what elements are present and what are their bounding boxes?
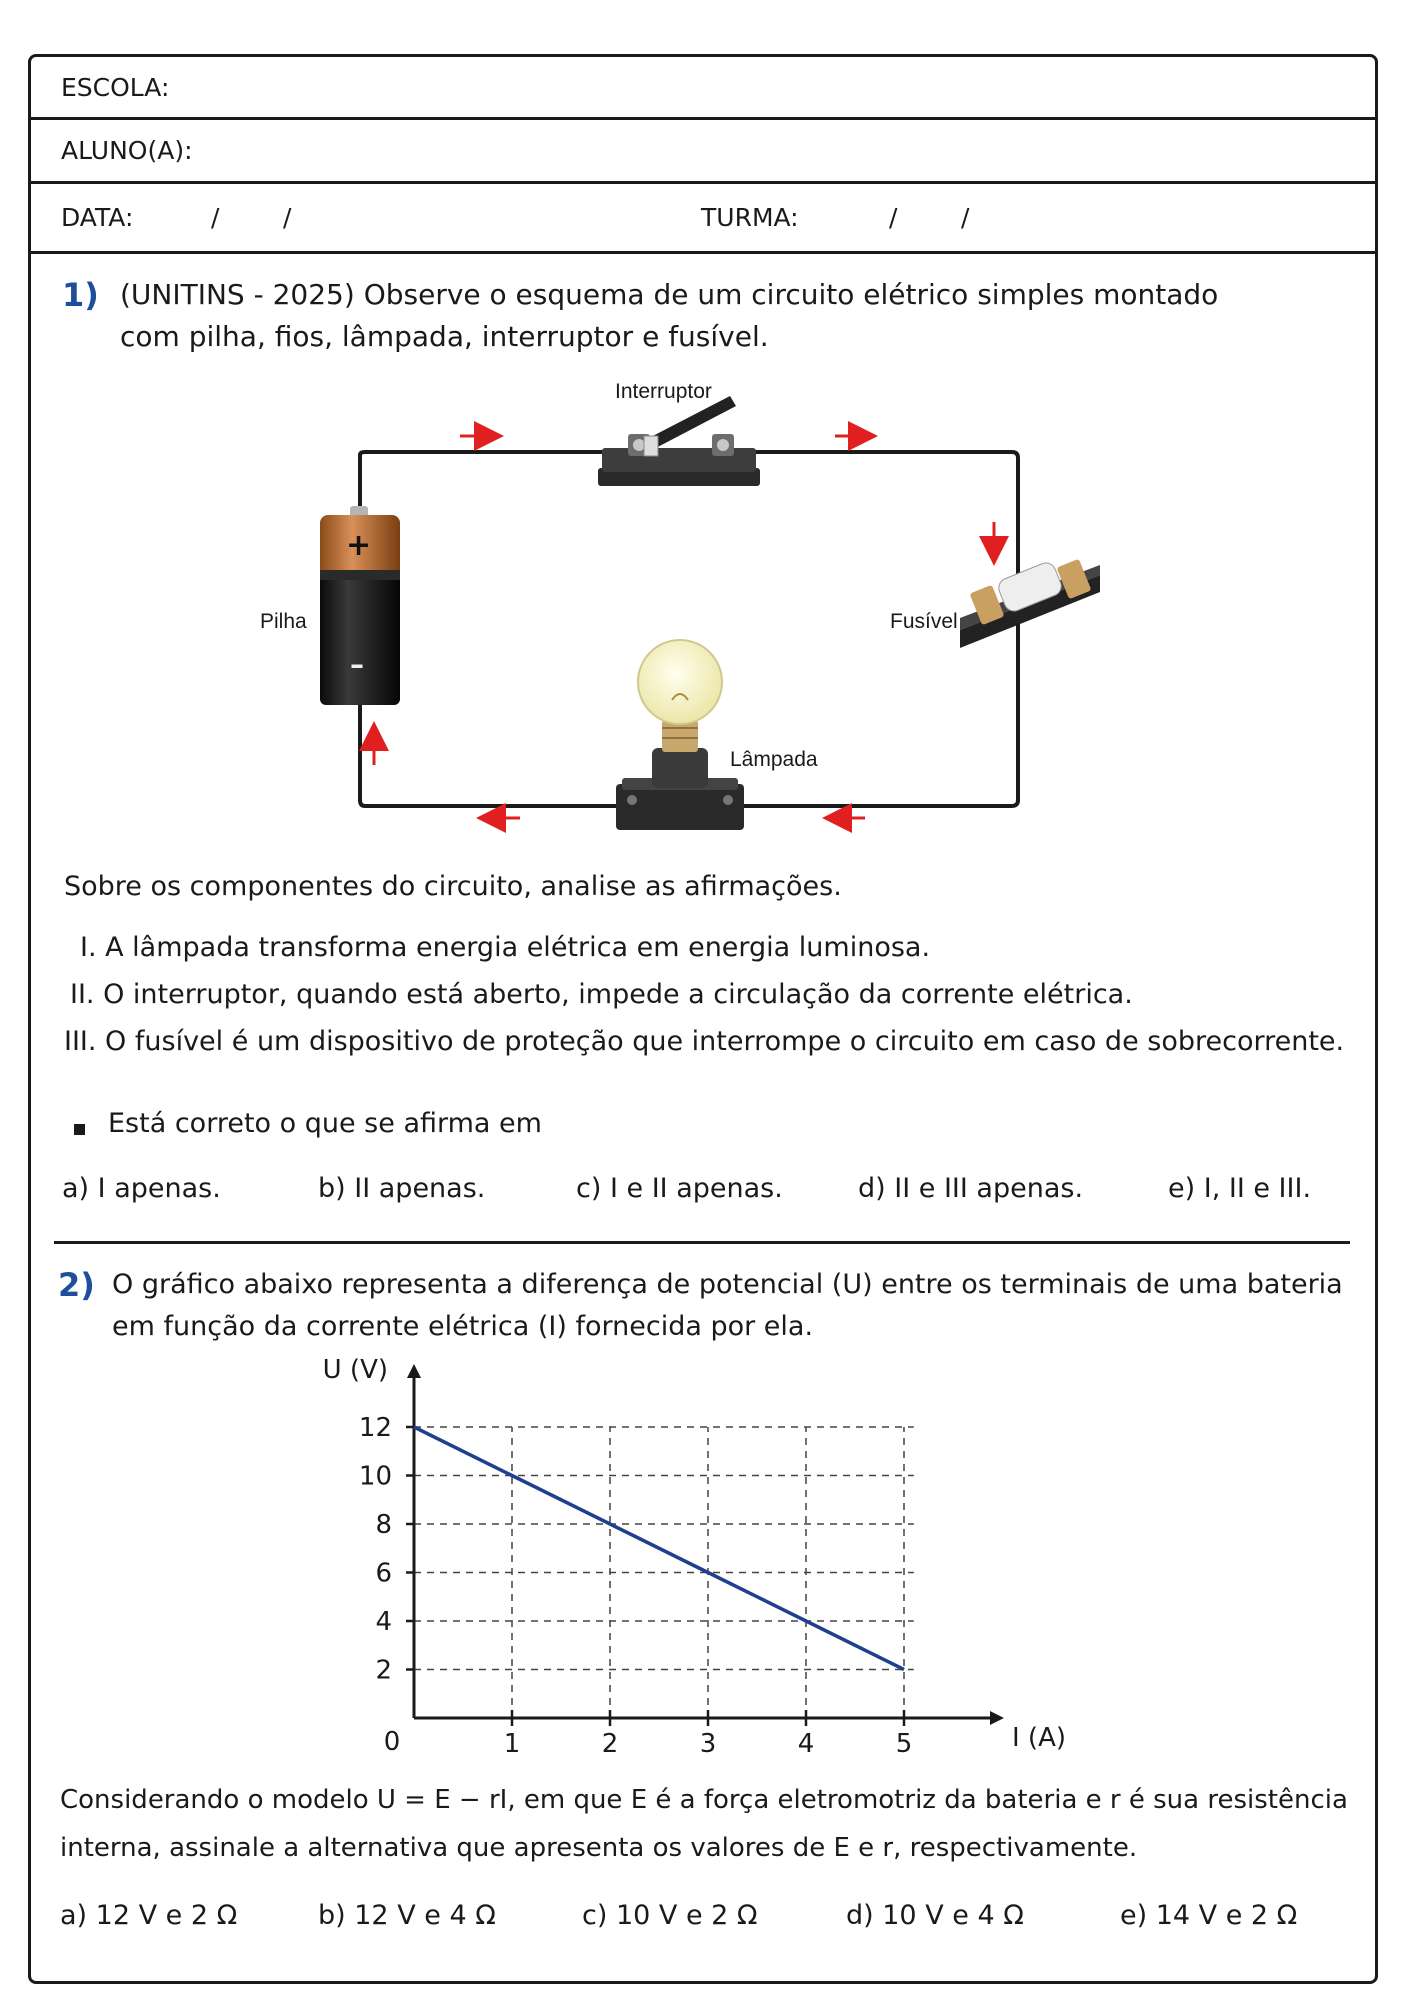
header-aluno-row (31, 120, 1375, 184)
q2-option-c[interactable]: c) 10 V e 2 Ω (582, 1900, 758, 1931)
turma-slash-1: / (889, 203, 898, 232)
lamp-label: Lâmpada (730, 748, 818, 771)
origin-label: 0 (383, 1727, 401, 1757)
x-axis-label: I (A) (1012, 1723, 1067, 1753)
q1-option-b[interactable]: b) II apenas. (318, 1173, 486, 1204)
x-tick-label: 5 (895, 1729, 913, 1759)
q2-text (112, 1264, 1343, 1348)
circuit-svg (240, 370, 1140, 850)
switch-label: Interruptor (615, 380, 712, 403)
q2-option-e[interactable]: e) 14 V e 2 Ω (1120, 1900, 1298, 1931)
turma-label: TURMA: (701, 203, 799, 232)
header-data-row (31, 184, 1375, 254)
battery-plus-sign: + (346, 528, 372, 563)
q2-number: 2) (58, 1266, 95, 1304)
q1-prompt: Está correto o que se afirma em (108, 1108, 542, 1139)
bullet-square (74, 1124, 85, 1135)
x-tick-label: 1 (503, 1729, 521, 1759)
battery-label: Pilha (260, 610, 307, 633)
chart-grid (414, 1427, 914, 1718)
q2-text-line1: O gráfico abaixo representa a diferença de potencial (U) entre os terminais de uma bateria (112, 1269, 1343, 1300)
data-label: DATA: (61, 203, 134, 232)
q2-option-d[interactable]: d) 10 V e 4 Ω (846, 1900, 1024, 1931)
u-i-series-line (414, 1427, 904, 1670)
x-tick-label: 3 (699, 1729, 717, 1759)
turma-slash-2: / (961, 203, 970, 232)
switch-component (598, 396, 760, 486)
q2-option-a[interactable]: a) 12 V e 2 Ω (60, 1900, 238, 1931)
q1-option-c[interactable]: c) I e II apenas. (576, 1173, 783, 1204)
q1-option-d[interactable]: d) II e III apenas. (858, 1173, 1084, 1204)
q2-body-line1: Considerando o modelo U = E − rI, em que E é a força eletromotriz da bateria e r é sua resistência (60, 1785, 1348, 1815)
ui-graph-chart (300, 1350, 1080, 1770)
circuit-diagram (240, 370, 1140, 850)
q1-number: 1) (62, 276, 99, 314)
q1-option-a[interactable]: a) I apenas. (62, 1173, 221, 1204)
q1-statement-3: III. O fusível é um dispositivo de proteção que interrompe o circuito em caso de sobrecorrente. (64, 1026, 1345, 1057)
fuse-label: Fusível (890, 610, 958, 633)
y-tick-label: 4 (375, 1607, 392, 1637)
header-escola-row (31, 57, 1375, 120)
battery-minus-sign: – (350, 648, 364, 681)
q1-statement-2: II. O interruptor, quando está aberto, impede a circulação da corrente elétrica. (70, 979, 1133, 1010)
y-tick-label: 8 (375, 1510, 392, 1540)
chart-ticks (359, 1413, 912, 1759)
x-tick-label: 2 (601, 1729, 619, 1759)
q1-statement-1: I. A lâmpada transforma energia elétrica em energia luminosa. (80, 932, 931, 963)
aluno-label: ALUNO(A): (61, 136, 193, 165)
q1-text-line1: (UNITINS - 2025) Observe o esquema de um circuito elétrico simples montado (120, 278, 1219, 311)
data-slash-2: / (283, 203, 292, 232)
chart-container (300, 1350, 1080, 1770)
q2-body (60, 1776, 1348, 1872)
q1-option-e[interactable]: e) I, II e III. (1168, 1173, 1312, 1204)
data-slash-1: / (211, 203, 220, 232)
y-axis-label: U (V) (322, 1355, 388, 1385)
y-tick-label: 12 (358, 1413, 392, 1443)
q1-text (120, 274, 1218, 358)
y-axis-arrowhead (407, 1364, 421, 1378)
lamp-component (616, 640, 744, 830)
y-tick-label: 6 (375, 1558, 392, 1589)
q2-body-line2: interna, assinale a alternativa que apresenta os valores de E e r, respectivamente. (60, 1833, 1138, 1863)
q2-option-b[interactable]: b) 12 V e 4 Ω (318, 1900, 496, 1931)
x-axis-arrowhead (990, 1711, 1004, 1725)
q1-text-line2: com pilha, fios, lâmpada, interruptor e fusível. (120, 320, 769, 353)
y-tick-label: 10 (358, 1461, 392, 1492)
q2-text-line2: em função da corrente elétrica (I) fornecida por ela. (112, 1311, 814, 1342)
x-tick-label: 4 (797, 1729, 815, 1759)
q1-intro: Sobre os componentes do circuito, analise as afirmações. (64, 871, 842, 902)
escola-label: ESCOLA: (61, 72, 170, 102)
y-tick-label: 2 (375, 1655, 392, 1686)
question-divider (54, 1241, 1350, 1244)
fuse-component (960, 559, 1100, 648)
